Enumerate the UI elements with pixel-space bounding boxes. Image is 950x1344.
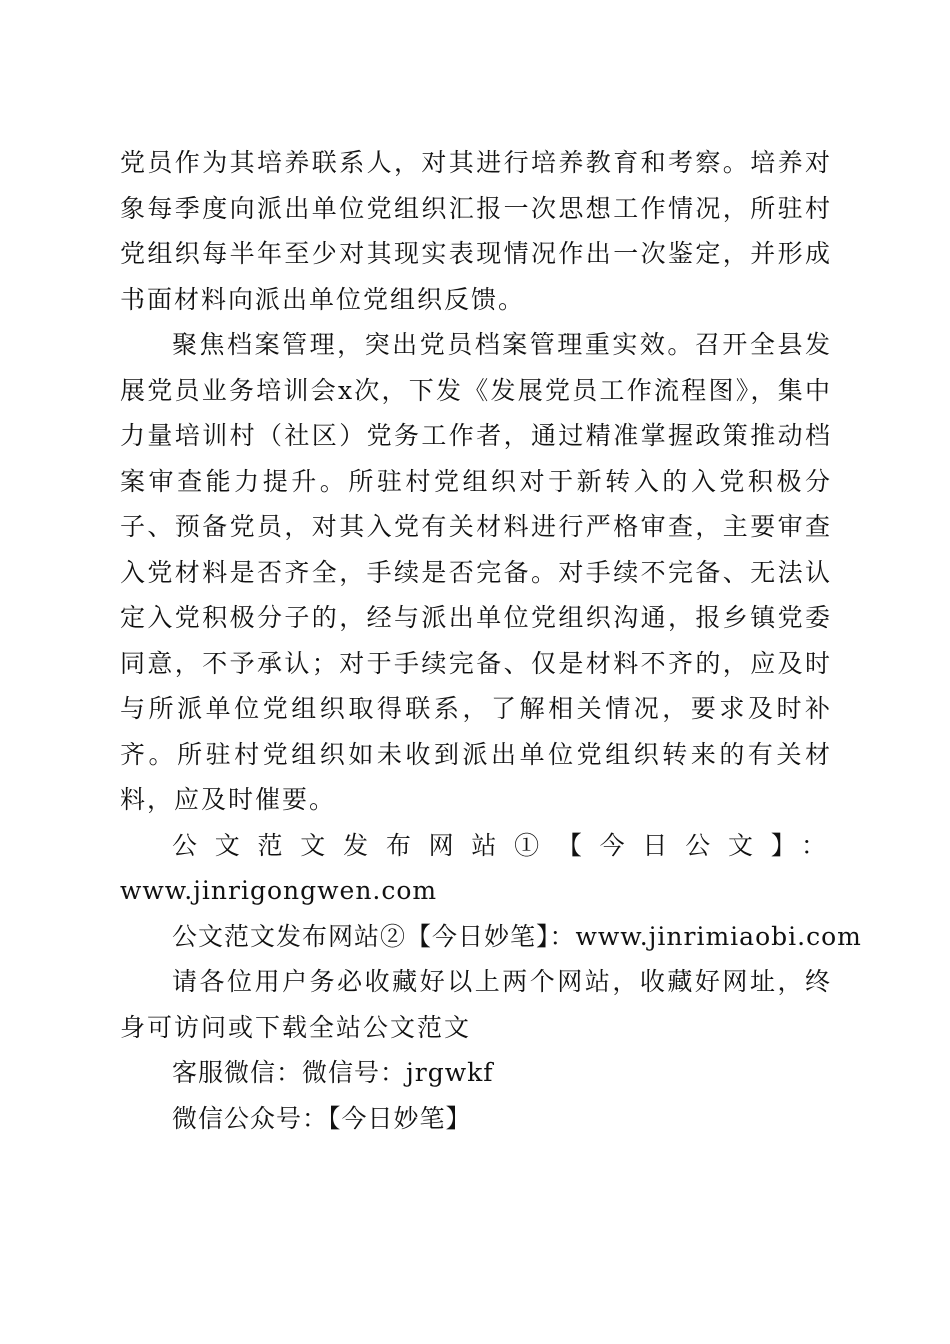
notice-paragraph: 请各位用户务必收藏好以上两个网站，收藏好网址，终身可访问或下载全站公文范文	[120, 967, 832, 1042]
paragraph-1: 党员作为其培养联系人，对其进行培养教育和考察。培养对象每季度向派出单位党组织汇报一次思想工作情况，所驻村党组织每半年至少对其现实表现情况作出一次鉴定，并形成书面材料向派出单位党组织反馈。	[120, 148, 832, 314]
document-page	[120, 140, 862, 1141]
wechat-service-line: 客服微信：微信号：jrgwkf	[172, 1058, 494, 1087]
site1-label: 公文范文发布网站①【今日公文】：	[172, 830, 832, 860]
site1-url: www.jinrigongwen.com	[120, 876, 438, 905]
wechat-public-line: 微信公众号：【今日妙笔】	[172, 1103, 472, 1133]
site2-line: 公文范文发布网站②【今日妙笔】：www.jinrimiaobi.com	[172, 921, 862, 951]
paragraph-2: 聚焦档案管理，突出党员档案管理重实效。召开全县发展党员业务培训会x次，下发《发展党员工作流程图》，集中力量培训村（社区）党务工作者，通过精准掌握政策推动档案审查能力提升。所驻村党组织对于新转入的入党积极分子、预备党员，对其入党有关材料进行严格审查，主要审查入党材料是否齐全，手续是否完备。对手续不完备、无法认定入党积极分子的，经与派出单位党组织沟通，报乡镇党委同意，不予承认；对于手续完备、仅是材料不齐的，应及时与所派单位党组织取得联系，了解相关情况，要求及时补齐。所驻村党组织如未收到派出单位党组织转来的有关材料，应及时催要。	[120, 330, 832, 814]
